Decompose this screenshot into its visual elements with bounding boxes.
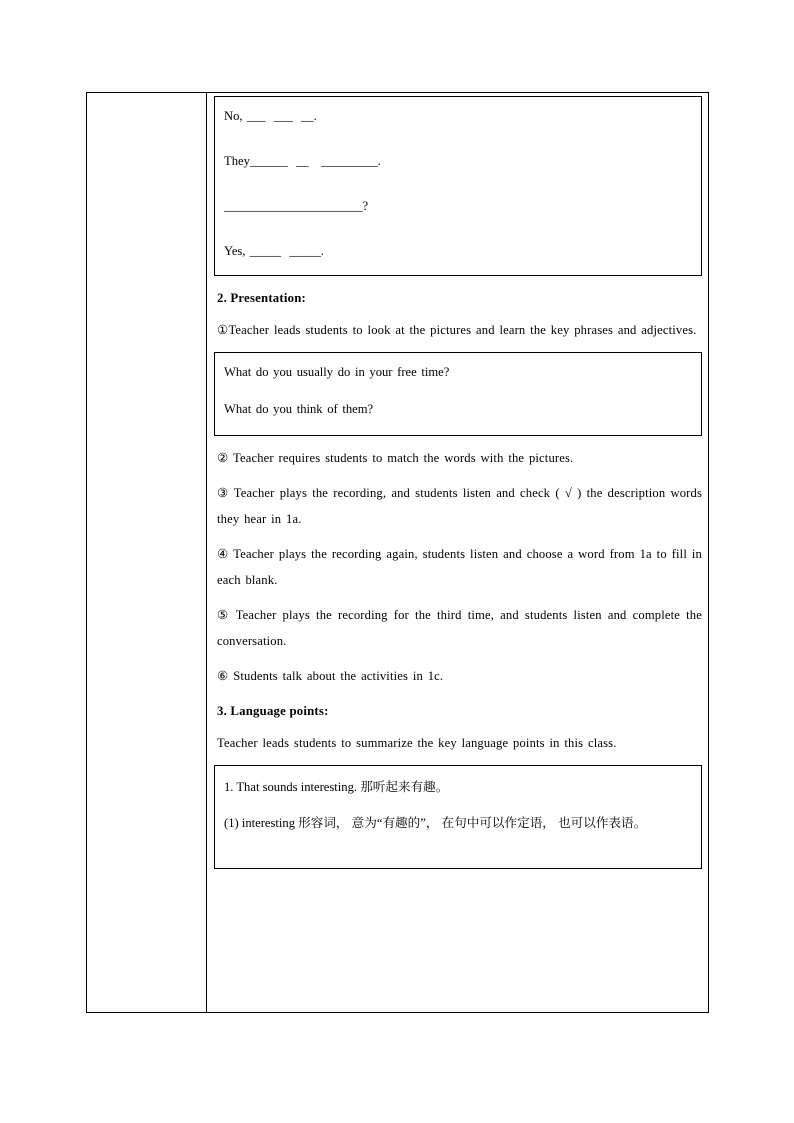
- language-point-box: [214, 765, 702, 869]
- presentation-step-1: ①Teacher leads students to look at the pictures and learn the key phrases and adjectives.: [217, 323, 697, 337]
- section-heading-presentation: 2. Presentation:: [217, 291, 306, 305]
- discussion-question-1: What do you usually do in your free time?: [224, 364, 450, 379]
- dialogue-line-4: Yes, _____ _____.: [224, 244, 325, 258]
- dialogue-line-1: No, ___ ___ __.: [224, 109, 317, 123]
- section-heading-language-points: 3. Language points:: [217, 703, 329, 718]
- presentation-step-4: ④ Teacher plays the recording again, students listen and choose a word from 1a to fill in each blank.: [217, 547, 702, 587]
- dialogue-blanks-box: [214, 96, 702, 276]
- table-content-column: [207, 93, 708, 1012]
- dialogue-line-2: They______ __ _________.: [224, 154, 381, 168]
- presentation-step-6: ⑥ Students talk about the activities in 1c.: [217, 669, 444, 683]
- lesson-plan-table: [86, 92, 709, 1013]
- dialogue-line-3: ______________________?: [224, 199, 369, 213]
- language-point-explanation: (1) interesting 形容词， 意为“有趣的”， 在句中可以作定语， 也可以作表语。: [224, 816, 647, 830]
- language-points-intro: Teacher leads students to summarize the key language points in this class.: [217, 735, 617, 750]
- table-left-column: [87, 93, 207, 1012]
- presentation-step-2: ② Teacher requires students to match the words with the pictures.: [217, 450, 574, 465]
- presentation-step-5: ⑤ Teacher plays the recording for the third time, and students listen and complete the conversation.: [217, 608, 702, 648]
- language-point-sentence: 1. That sounds interesting. 那听起来有趣。: [224, 780, 449, 794]
- presentation-step-3: ③ Teacher plays the recording, and students listen and check ( √ ) the description words they hear in 1a.: [217, 486, 702, 526]
- discussion-questions-box: [214, 352, 702, 436]
- discussion-question-2: What do you think of them?: [224, 401, 374, 416]
